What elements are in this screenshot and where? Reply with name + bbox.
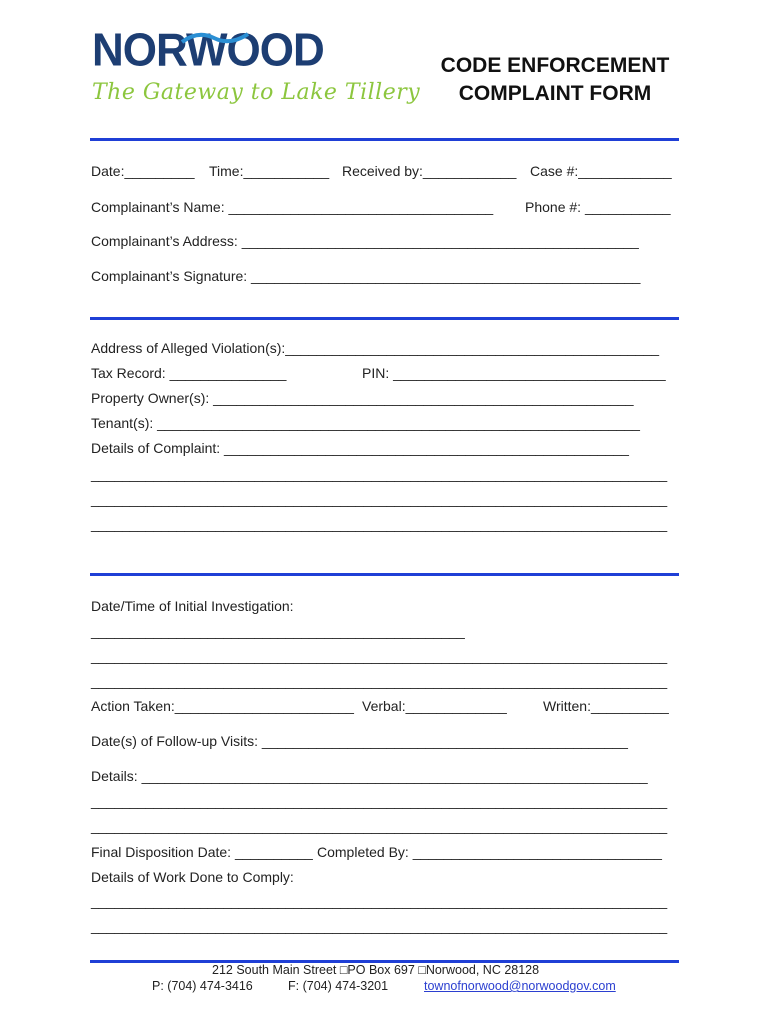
blank-line[interactable]: __________________________________________________________________________ bbox=[91, 918, 668, 934]
blank-line[interactable]: ________________________________________________ bbox=[91, 623, 465, 639]
footer-address: 212 South Main Street □PO Box 697 □Norwood, NC 28128 bbox=[212, 963, 540, 977]
tax-record-field[interactable]: Tax Record: _______________ bbox=[91, 365, 287, 381]
divider-rule bbox=[90, 138, 679, 141]
date-field[interactable]: Date:_________ bbox=[91, 163, 195, 179]
blank-line[interactable]: __________________________________________________________________________ bbox=[91, 466, 668, 482]
blank-line[interactable]: __________________________________________________________________________ bbox=[91, 893, 668, 909]
phone-field[interactable]: Phone #: ___________ bbox=[525, 199, 671, 215]
blank-line[interactable]: __________________________________________________________________________ bbox=[91, 673, 668, 689]
completed-by-field[interactable]: Completed By: ________________________________ bbox=[317, 844, 662, 860]
complainant-signature-field[interactable]: Complainant’s Signature: __________________________________________________ bbox=[91, 268, 641, 284]
final-disposition-date-field[interactable]: Final Disposition Date: __________ bbox=[91, 844, 313, 860]
footer-phone: P: (704) 474-3416 bbox=[152, 979, 253, 993]
form-title-line1: CODE ENFORCEMENT bbox=[440, 54, 670, 77]
complainant-name-field[interactable]: Complainant’s Name: __________________________________ bbox=[91, 199, 494, 215]
written-field[interactable]: Written:__________ bbox=[543, 698, 669, 714]
norwood-logo: NORWOOD bbox=[92, 24, 324, 77]
action-taken-field[interactable]: Action Taken:_______________________ bbox=[91, 698, 354, 714]
logo-tagline: The Gateway to Lake Tillery bbox=[92, 80, 421, 105]
blank-line[interactable]: __________________________________________________________________________ bbox=[91, 648, 668, 664]
followup-visits-field[interactable]: Date(s) of Follow-up Visits: _______________________________________________ bbox=[91, 733, 628, 749]
tenant-field[interactable]: Tenant(s): ______________________________________________________________ bbox=[91, 415, 640, 431]
blank-line[interactable]: __________________________________________________________________________ bbox=[91, 818, 668, 834]
initial-investigation-label: Date/Time of Initial Investigation: bbox=[91, 598, 294, 614]
divider-rule bbox=[90, 573, 679, 576]
case-number-field[interactable]: Case #:____________ bbox=[530, 163, 672, 179]
work-done-label: Details of Work Done to Comply: bbox=[91, 869, 294, 885]
complainant-address-field[interactable]: Complainant’s Address: ___________________________________________________ bbox=[91, 233, 639, 249]
wave-logo-icon bbox=[180, 28, 250, 48]
pin-field[interactable]: PIN: ___________________________________ bbox=[362, 365, 666, 381]
form-title-line2: COMPLAINT FORM bbox=[458, 82, 652, 105]
divider-rule bbox=[90, 317, 679, 320]
details-field[interactable]: Details: _________________________________________________________________ bbox=[91, 768, 648, 784]
footer-email-link[interactable]: townofnorwood@norwoodgov.com bbox=[424, 979, 616, 993]
complaint-details-field[interactable]: Details of Complaint: ____________________________________________________ bbox=[91, 440, 629, 456]
blank-line[interactable]: __________________________________________________________________________ bbox=[91, 491, 668, 507]
violation-address-field[interactable]: Address of Alleged Violation(s):________________________________________________ bbox=[91, 340, 660, 356]
received-by-field[interactable]: Received by:____________ bbox=[342, 163, 517, 179]
time-field[interactable]: Time:___________ bbox=[209, 163, 330, 179]
form-title bbox=[380, 52, 730, 108]
blank-line[interactable]: __________________________________________________________________________ bbox=[91, 793, 668, 809]
verbal-field[interactable]: Verbal:_____________ bbox=[362, 698, 507, 714]
property-owner-field[interactable]: Property Owner(s): ______________________________________________________ bbox=[91, 390, 634, 406]
blank-line[interactable]: __________________________________________________________________________ bbox=[91, 516, 668, 532]
footer-fax: F: (704) 474-3201 bbox=[288, 979, 389, 993]
